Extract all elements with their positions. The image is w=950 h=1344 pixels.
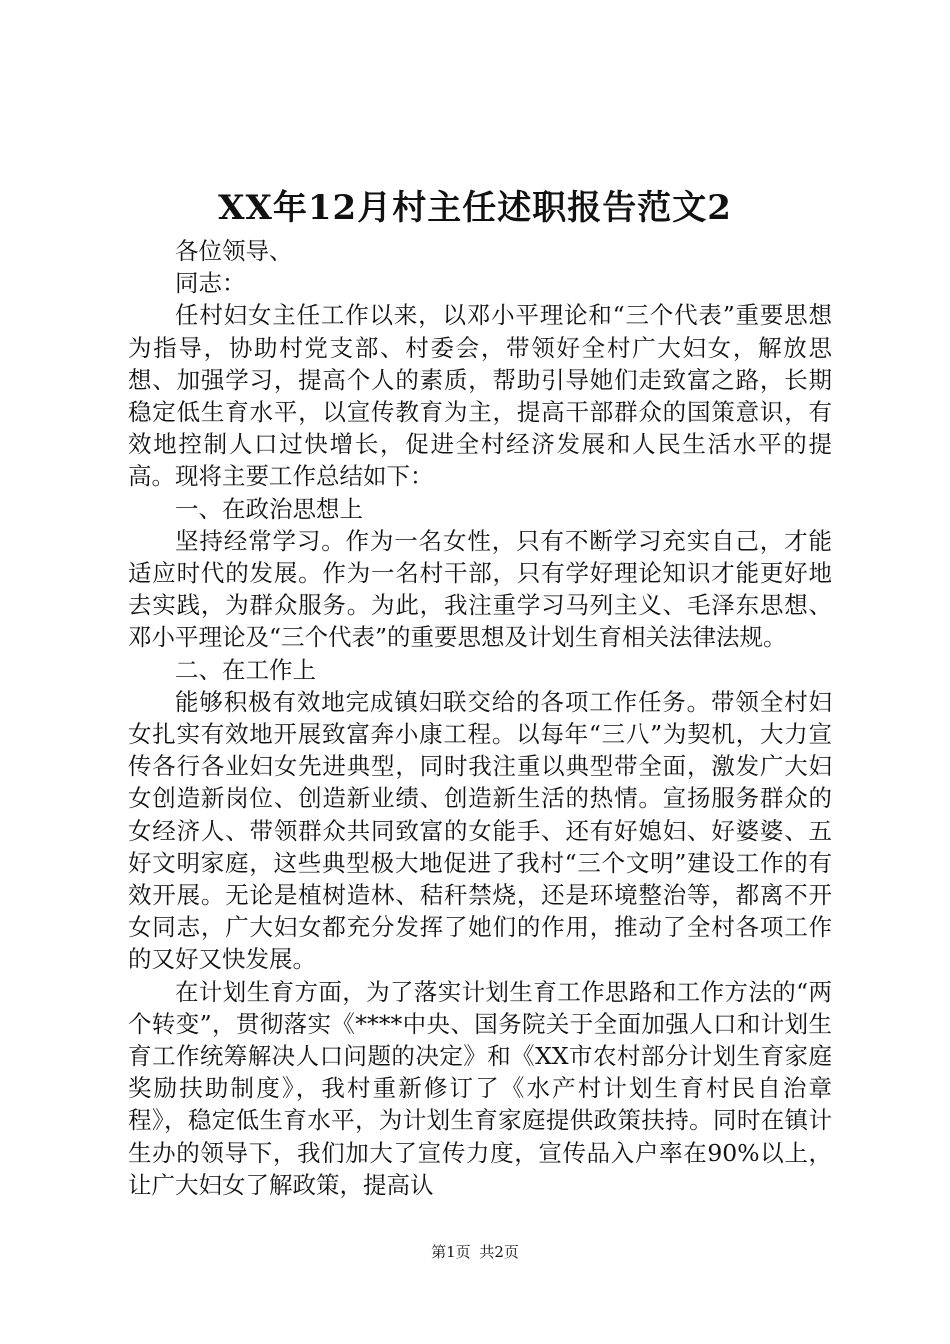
paragraph-family-planning: 在计划生育方面，为了落实计划生育工作思路和工作方法的“两个转变”，贯彻落实《****中央、国务院关于全面加强人口和计划生育工作统筹解决人口问题的决定》和《XX市农村部分计划生育家庭奖励扶助制度》，我村重新修订了《水产村计划生育村民自治章程》，稳定低生育水平，为计划生育家庭提供政策扶持。同时在镇计生办的领导下，我们加大了宣传力度，宣传品入户率在90%以上，让广大妇女了解政策，提高认 xyxy=(128,977,832,1199)
salutation-line-2: 同志： xyxy=(175,269,246,298)
paragraph-political: 坚持经常学习。作为一名女性，只有不断学习充实自己，才能适应时代的发展。作为一名村干部，只有学好理论知识才能更好地去实践，为群众服务。为此，我注重学习马列主义、毛泽东思想、邓小平理论及“三个代表”的重要思想及计划生育相关法律法规。 xyxy=(128,526,832,652)
section-heading-2: 二、在工作上 xyxy=(175,655,316,684)
page-number: 第1页 xyxy=(431,1243,471,1261)
document-title: XX年12月村主任述职报告范文2 xyxy=(218,188,732,228)
page-total: 共2页 xyxy=(479,1243,519,1261)
paragraph-intro: 任村妇女主任工作以来，以邓小平理论和“三个代表”重要思想为指导，协助村党支部、村委会，带领好全村广大妇女，解放思想、加强学习，提高个人的素质，帮助引导她们走致富之路，长期稳定低生育水平，以宣传教育为主，提高干部群众的国策意识，有效地控制人口过快增长，促进全村经济发展和人民生活水平的提高。现将主要工作总结如下： xyxy=(128,301,832,491)
page-footer xyxy=(0,1242,950,1262)
salutation-line-1: 各位领导、 xyxy=(175,237,293,265)
paragraph-work: 能够积极有效地完成镇妇联交给的各项工作任务。带领全村妇女扎实有效地开展致富奔小康工程。以每年“三八”为契机，大力宣传各行各业妇女先进典型，同时我注重以典型带全面，激发广大妇女创造新岗位、创造新业绩、创造新生活的热情。宣扬服务群众的女经济人、带领群众共同致富的女能手、还有好媳妇、好婆婆、五好文明家庭，这些典型极大地促进了我村“三个文明”建设工作的有效开展。无论是植树造林、秸秆禁烧，还是环境整治等，都离不开女同志，广大妇女都充分发挥了她们的作用，推动了全村各项工作的又好又快发展。 xyxy=(128,687,832,974)
section-heading-1: 一、在政治思想上 xyxy=(175,494,363,523)
document-body xyxy=(128,235,832,1201)
